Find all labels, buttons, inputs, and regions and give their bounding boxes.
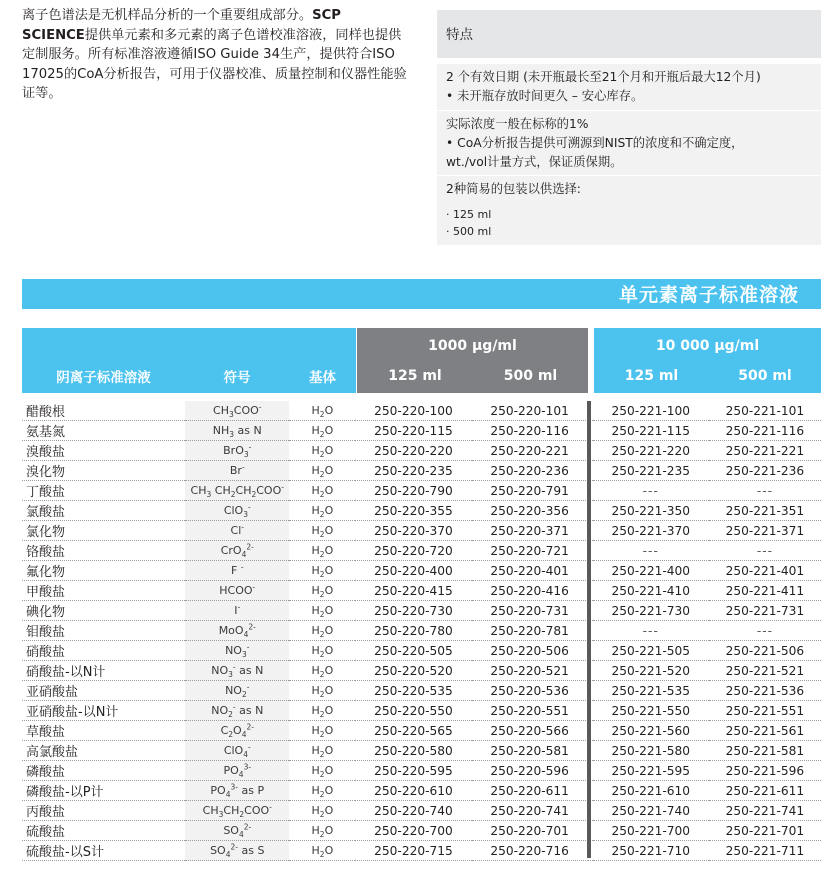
cell-symbol: $NO_2^-$ (185, 681, 289, 701)
cell-name: 氯酸盐 (22, 501, 185, 521)
cell-code-1000-500: 250-220-401 (472, 561, 588, 581)
cell-code-1000-500: 250-220-716 (472, 841, 588, 861)
table-row (22, 761, 821, 781)
table-row (22, 661, 821, 681)
cell-matrix: $H_2O$ (289, 621, 355, 641)
cell-code-10000-500: 250-221-596 (709, 761, 821, 781)
cell-code-1000-500: 250-220-356 (472, 501, 588, 521)
cell-code-1000-125: 250-220-355 (355, 501, 471, 521)
cell-code-1000-500: 250-220-371 (472, 521, 588, 541)
cell-code-1000-500: 250-220-566 (472, 721, 588, 741)
cell-code-1000-125: 250-220-100 (355, 401, 471, 421)
cell-matrix: $H_2O$ (289, 601, 355, 621)
cell-symbol: $NO_3^-$ as N (185, 661, 289, 681)
cell-code-1000-125: 250-220-700 (355, 821, 471, 841)
cell-name: 氟化物 (22, 561, 185, 581)
cell-name: 钼酸盐 (22, 621, 185, 641)
table-row (22, 801, 821, 821)
table-row (22, 481, 821, 501)
cell-code-1000-125: 250-220-220 (355, 441, 471, 461)
cell-code-1000-125: 250-220-565 (355, 721, 471, 741)
cell-code-10000-500: 250-221-536 (709, 681, 821, 701)
cell-code-10000-125: 250-221-350 (593, 501, 709, 521)
cell-name: 溴酸盐 (22, 441, 185, 461)
feature-line: 2 个有效日期 (未开瓶最长至21个月和开瓶后最大12个月) (446, 70, 761, 84)
cell-code-10000-125: 250-221-595 (593, 761, 709, 781)
col-header-matrix: 基体 (309, 370, 336, 386)
table-row (22, 441, 821, 461)
cell-code-10000-125: 250-221-400 (593, 561, 709, 581)
cell-code-1000-500: 250-220-611 (472, 781, 588, 801)
cell-code-10000-500: 250-221-731 (709, 601, 821, 621)
table-row (22, 641, 821, 661)
cell-matrix: $H_2O$ (289, 401, 355, 421)
cell-name: 甲酸盐 (22, 581, 185, 601)
cell-code-10000-125: 250-221-710 (593, 841, 709, 861)
section-banner: 单元素离子标准溶液 (22, 279, 821, 309)
cell-name: 溴化物 (22, 461, 185, 481)
table-row (22, 561, 821, 581)
feature-line: • CoA分析报告提供可溯源到NIST的浓度和不确定度， (446, 135, 744, 150)
cell-symbol: Br- (185, 461, 289, 481)
cell-code-10000-125: 250-221-730 (593, 601, 709, 621)
table-row (22, 401, 821, 421)
cell-name: 硝酸盐-以N计 (22, 661, 185, 681)
cell-symbol: F - (185, 561, 289, 581)
cell-code-1000-125: 250-220-610 (355, 781, 471, 801)
cell-code-10000-500: --- (709, 481, 821, 501)
cell-code-10000-125: 250-221-740 (593, 801, 709, 821)
features-heading: 特点 (437, 10, 821, 58)
col-header-symbol: 符号 (223, 370, 251, 386)
cell-code-10000-500: 250-221-561 (709, 721, 821, 741)
intro-paragraph (22, 6, 407, 104)
cell-code-1000-500: 250-220-701 (472, 821, 588, 841)
cell-code-1000-125: 250-220-730 (355, 601, 471, 621)
cell-matrix: $H_2O$ (289, 541, 355, 561)
cell-symbol: I- (185, 601, 289, 621)
col-header-name: 阴离子标准溶液 (56, 370, 151, 386)
cell-code-1000-500: 250-220-116 (472, 421, 588, 441)
cell-code-1000-500: 250-220-781 (472, 621, 588, 641)
cell-symbol: MoO$_4^{2-}$ (185, 621, 289, 641)
cell-name: 碘化物 (22, 601, 185, 621)
cell-code-10000-125: 250-221-505 (593, 641, 709, 661)
col-header-500: 500 ml (503, 368, 558, 384)
features-body (437, 64, 821, 245)
column-separator (587, 401, 591, 858)
cell-name: 亚硝酸盐-以N计 (22, 701, 185, 721)
cell-code-10000-125: --- (593, 541, 709, 561)
table-row (22, 821, 821, 841)
cell-symbol: BrO$_3$- (185, 441, 289, 461)
cell-symbol: $CH_3CH_2COO^-$ (185, 801, 289, 821)
intro-text-1: 离子色谱法是无机样品分析的一个重要组成部分。 (22, 8, 313, 23)
cell-code-1000-500: 250-220-721 (472, 541, 588, 561)
brand-name: SCP SCIENCE (22, 8, 341, 43)
cell-matrix: $H_2O$ (289, 441, 355, 461)
feature-line: 实际浓度一般在标称的1% (446, 116, 589, 131)
cell-code-1000-500: 250-220-731 (472, 601, 588, 621)
cell-code-10000-125: --- (593, 621, 709, 641)
cell-code-10000-125: 250-221-535 (593, 681, 709, 701)
cell-code-10000-500: 250-221-401 (709, 561, 821, 581)
cell-code-10000-500: 250-221-101 (709, 401, 821, 421)
cell-code-10000-500: 250-221-371 (709, 521, 821, 541)
cell-symbol: $NH_3$ as N (185, 421, 289, 441)
cell-symbol: $C_2O_4^{2-}$ (185, 721, 289, 741)
cell-matrix: $H_2O$ (289, 521, 355, 541)
cell-code-1000-500: 250-220-551 (472, 701, 588, 721)
cell-symbol: ClO$_3$- (185, 501, 289, 521)
cell-code-10000-500: 250-221-116 (709, 421, 821, 441)
table-row (22, 541, 821, 561)
col-header-125: 125 ml (388, 368, 442, 384)
group-header-10000: 10 000 μg/ml (655, 338, 760, 354)
cell-matrix: $H_2O$ (289, 561, 355, 581)
cell-code-1000-125: 250-220-720 (355, 541, 471, 561)
cell-name: 丙酸盐 (22, 801, 185, 821)
cell-name: 硫酸盐 (22, 821, 185, 841)
cell-code-10000-125: 250-221-100 (593, 401, 709, 421)
cell-matrix: $H_2O$ (289, 461, 355, 481)
cell-symbol: CrO$_4^{2-}$ (185, 541, 289, 561)
cell-code-1000-500: 250-220-101 (472, 401, 588, 421)
cell-code-1000-125: 250-220-580 (355, 741, 471, 761)
cell-name: 铬酸盐 (22, 541, 185, 561)
cell-code-1000-125: 250-220-595 (355, 761, 471, 781)
cell-symbol: $SO_4^{2-}$ as S (185, 841, 289, 861)
cell-code-1000-125: 250-220-370 (355, 521, 471, 541)
table-row (22, 781, 821, 801)
cell-code-1000-125: 250-220-520 (355, 661, 471, 681)
cell-matrix: $H_2O$ (289, 801, 355, 821)
cell-matrix: $H_2O$ (289, 821, 355, 841)
cell-code-10000-125: 250-221-220 (593, 441, 709, 461)
table-row (22, 681, 821, 701)
cell-name: 磷酸盐 (22, 761, 185, 781)
cell-name: 草酸盐 (22, 721, 185, 741)
cell-matrix: $H_2O$ (289, 841, 355, 861)
table-header-10000 (594, 328, 821, 393)
feature-line: wt./vol计量方式，保证质保期。 (446, 155, 623, 170)
cell-code-1000-125: 250-220-115 (355, 421, 471, 441)
divider (437, 175, 821, 176)
cell-code-1000-125: 250-220-550 (355, 701, 471, 721)
cell-matrix: $H_2O$ (289, 661, 355, 681)
cell-matrix: $H_2O$ (289, 761, 355, 781)
cell-code-10000-125: --- (593, 481, 709, 501)
cell-code-1000-125: 250-220-535 (355, 681, 471, 701)
cell-code-1000-125: 250-220-415 (355, 581, 471, 601)
table-row (22, 521, 821, 541)
cell-name: 磷酸盐-以P计 (22, 781, 185, 801)
cell-symbol: $SO_4^{2-}$ (185, 821, 289, 841)
cell-code-1000-500: 250-220-536 (472, 681, 588, 701)
cell-code-10000-125: 250-221-610 (593, 781, 709, 801)
table-row (22, 601, 821, 621)
cell-symbol: HCOO- (185, 581, 289, 601)
cell-code-10000-125: 250-221-235 (593, 461, 709, 481)
cell-code-1000-500: 250-220-741 (472, 801, 588, 821)
cell-code-10000-500: 250-221-506 (709, 641, 821, 661)
table-header-1000 (357, 328, 588, 393)
cell-symbol: $NO_2^-$ as N (185, 701, 289, 721)
cell-symbol: Cl- (185, 521, 289, 541)
cell-code-10000-125: 250-221-520 (593, 661, 709, 681)
table-row (22, 841, 821, 861)
cell-symbol: ClO$_4$- (185, 741, 289, 761)
cell-code-10000-500: 250-221-701 (709, 821, 821, 841)
cell-code-10000-500: 250-221-221 (709, 441, 821, 461)
cell-code-1000-500: 250-220-791 (472, 481, 588, 501)
cell-code-1000-125: 250-220-400 (355, 561, 471, 581)
cell-name: 高氯酸盐 (22, 741, 185, 761)
cell-code-10000-125: 250-221-700 (593, 821, 709, 841)
cell-name: 丁酸盐 (22, 481, 185, 501)
feature-line: • 未开瓶存放时间更久 – 安心库存。 (446, 89, 644, 104)
cell-matrix: $H_2O$ (289, 481, 355, 501)
cell-code-10000-125: 250-221-115 (593, 421, 709, 441)
cell-name: 醋酸根 (22, 401, 185, 421)
cell-code-10000-500: --- (709, 541, 821, 561)
table-row (22, 721, 821, 741)
table-row (22, 741, 821, 761)
cell-symbol: $CH_3COO^-$ (185, 401, 289, 421)
cell-matrix: $H_2O$ (289, 721, 355, 741)
cell-code-10000-500: 250-221-611 (709, 781, 821, 801)
cell-name: 硝酸盐 (22, 641, 185, 661)
table-row (22, 701, 821, 721)
cell-matrix: $H_2O$ (289, 581, 355, 601)
cell-name: 硫酸盐-以S计 (22, 841, 185, 861)
cell-code-1000-500: 250-220-521 (472, 661, 588, 681)
cell-code-1000-500: 250-220-416 (472, 581, 588, 601)
cell-code-1000-500: 250-220-236 (472, 461, 588, 481)
col-header-500: 500 ml (738, 368, 792, 384)
cell-matrix: $H_2O$ (289, 741, 355, 761)
group-header-1000: 1000 μg/ml (428, 338, 517, 354)
cell-code-10000-500: 250-221-581 (709, 741, 821, 761)
cell-name: 亚硝酸盐 (22, 681, 185, 701)
cell-code-10000-125: 250-221-560 (593, 721, 709, 741)
cell-matrix: $H_2O$ (289, 501, 355, 521)
cell-code-1000-125: 250-220-505 (355, 641, 471, 661)
table-header-left (22, 328, 356, 393)
cell-matrix: $H_2O$ (289, 421, 355, 441)
intro-text-2: 提供单元素和多元素的离子色谱校准溶液，同样也提供定制服务。所有标准溶液遵循ISO Guide 34生产，提供符合ISO 17025的CoA分析报告，可用于仪器校准、质量控制和仪器性能验证等。 (22, 27, 407, 101)
cell-code-10000-125: 250-221-370 (593, 521, 709, 541)
cell-name: 氯化物 (22, 521, 185, 541)
cell-code-1000-125: 250-220-780 (355, 621, 471, 641)
divider (437, 110, 821, 111)
cell-code-10000-125: 250-221-410 (593, 581, 709, 601)
cell-code-1000-500: 250-220-581 (472, 741, 588, 761)
table-row (22, 461, 821, 481)
cell-symbol: $NO_3^-$ (185, 641, 289, 661)
cell-name: 氨基氮 (22, 421, 185, 441)
cell-code-10000-500: 250-221-711 (709, 841, 821, 861)
table-row (22, 421, 821, 441)
cell-code-10000-125: 250-221-580 (593, 741, 709, 761)
col-header-125: 125 ml (624, 368, 679, 384)
anion-standards-table (22, 401, 821, 861)
cell-code-1000-125: 250-220-715 (355, 841, 471, 861)
cell-code-10000-500: --- (709, 621, 821, 641)
cell-code-10000-500: 250-221-411 (709, 581, 821, 601)
cell-code-10000-500: 250-221-236 (709, 461, 821, 481)
cell-code-10000-500: 250-221-351 (709, 501, 821, 521)
table-row (22, 621, 821, 641)
cell-symbol: $PO_4^{3-}$ (185, 761, 289, 781)
cell-code-1000-500: 250-220-221 (472, 441, 588, 461)
cell-matrix: $H_2O$ (289, 781, 355, 801)
cell-matrix: $H_2O$ (289, 641, 355, 661)
cell-matrix: $H_2O$ (289, 681, 355, 701)
table-row (22, 501, 821, 521)
cell-symbol: $PO_4^{3-}$ as P (185, 781, 289, 801)
cell-code-1000-500: 250-220-506 (472, 641, 588, 661)
pack-option: · 125 ml (446, 207, 492, 221)
features-box (437, 10, 821, 245)
cell-code-1000-500: 250-220-596 (472, 761, 588, 781)
feature-line: 2种简易的包装以供选择: (446, 182, 581, 197)
cell-code-10000-500: 250-221-741 (709, 801, 821, 821)
table-row (22, 581, 821, 601)
cell-symbol: $CH_3$ $CH_2CH_2COO^-$ (185, 481, 289, 501)
cell-code-1000-125: 250-220-790 (355, 481, 471, 501)
cell-code-10000-125: 250-221-550 (593, 701, 709, 721)
cell-code-10000-500: 250-221-551 (709, 701, 821, 721)
cell-code-1000-125: 250-220-740 (355, 801, 471, 821)
pack-option: · 500 ml (446, 224, 492, 238)
cell-code-10000-500: 250-221-521 (709, 661, 821, 681)
cell-matrix: $H_2O$ (289, 701, 355, 721)
cell-code-1000-125: 250-220-235 (355, 461, 471, 481)
